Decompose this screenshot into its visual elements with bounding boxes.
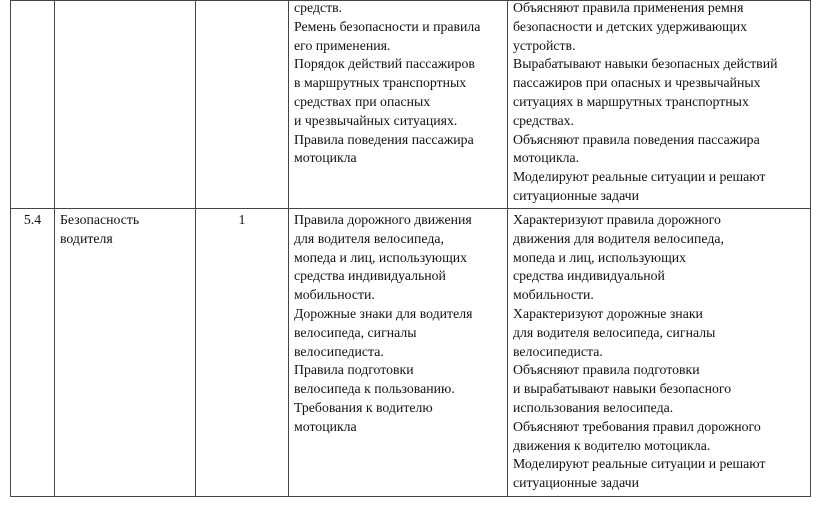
activity-line: мопеда и лиц, использующих [513, 249, 686, 265]
activity-line: и вырабатывают навыки безопасного [513, 381, 732, 397]
activity-line: безопасности и детских удерживающих [513, 18, 748, 34]
activity-line: Характеризуют правила дорожного [513, 212, 721, 227]
topic-title-line: Безопасность [60, 212, 140, 227]
activity-line: движения к водителю мотоцикла. [513, 437, 711, 453]
hours-cell: 1 [196, 209, 289, 497]
content-line: Требования к водителю [294, 399, 433, 415]
content-line: для водителя велосипеда, [294, 230, 444, 246]
content-cell [289, 1, 508, 209]
section-number-cell [11, 1, 55, 209]
content-line: Порядок действий пассажиров [294, 56, 475, 72]
activity-line: пассажиров при опасных и чрезвычайных [513, 75, 761, 91]
content-line: мобильности. [294, 287, 375, 303]
activity-line: средствах. [513, 112, 574, 128]
activity-line: Моделируют реальные ситуации и решают [513, 456, 766, 472]
content-line: и чрезвычайных ситуациях. [294, 112, 458, 128]
activity-line: мобильности. [513, 287, 594, 303]
activity-line: средства индивидуальной [513, 268, 665, 284]
activity-line: мотоцикла. [513, 150, 580, 166]
section-number-cell: 5.4 [11, 209, 55, 497]
activity-line: движения для водителя велосипеда, [513, 230, 724, 246]
content-line: Правила поведения пассажира [294, 131, 474, 147]
activity-line: Моделируют реальные ситуации и решают [513, 169, 766, 185]
content-line: велосипеда к пользованию. [294, 381, 455, 397]
activity-line: устройств. [513, 37, 576, 53]
activity-line: Характеризуют дорожные знаки [513, 305, 703, 321]
topic-title-cell [55, 1, 196, 209]
content-line: Правила подготовки [294, 362, 414, 378]
content-line: средства индивидуальной [294, 268, 446, 284]
content-line: его применения. [294, 37, 391, 53]
activity-line: Объясняют правила применения ремня [513, 0, 744, 15]
table-row-5-4 [11, 209, 811, 497]
activity-line: Объясняют правила подготовки [513, 362, 700, 378]
activity-cell [508, 1, 811, 209]
activity-line: использования велосипеда. [513, 399, 674, 415]
content-line: Ремень безопасности и правила [294, 18, 481, 34]
content-line: мотоцикла [294, 150, 357, 166]
content-line: средствах при опасных [294, 93, 431, 109]
activity-line: ситуационные задачи [513, 187, 639, 203]
activity-line: Вырабатывают навыки безопасных действий [513, 56, 778, 72]
activity-line: ситуационные задачи [513, 475, 639, 491]
topic-title-line: водителя [60, 230, 113, 246]
activity-line: для водителя велосипеда, сигналы [513, 324, 716, 340]
content-line: велосипеда, сигналы [294, 324, 417, 340]
content-line: средств. [294, 0, 343, 15]
content-line: мопеда и лиц, использующих [294, 249, 467, 265]
content-line: в маршрутных транспортных [294, 75, 467, 91]
table-row-continuation [11, 1, 811, 209]
content-line: велосипедиста. [294, 343, 384, 359]
activity-line: ситуациях в маршрутных транспортных [513, 93, 749, 109]
content-line: Правила дорожного движения [294, 212, 472, 227]
content-cell [289, 209, 508, 497]
activity-line: Объясняют требования правил дорожного [513, 418, 761, 434]
activity-line: Объясняют правила поведения пассажира [513, 131, 760, 147]
content-line: Дорожные знаки для водителя [294, 305, 473, 321]
curriculum-table [10, 0, 811, 497]
hours-cell [196, 1, 289, 209]
activity-cell [508, 209, 811, 497]
content-line: мотоцикла [294, 418, 357, 434]
topic-title-cell [55, 209, 196, 497]
activity-line: велосипедиста. [513, 343, 603, 359]
